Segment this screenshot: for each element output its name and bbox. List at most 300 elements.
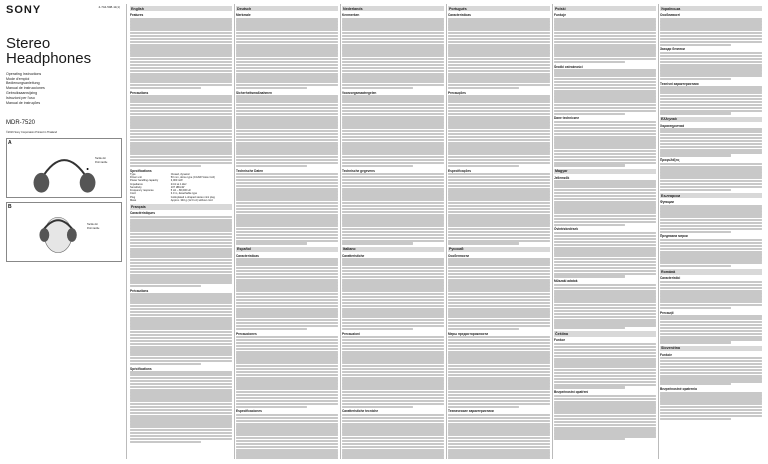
body-text-line [554, 198, 656, 200]
body-text-line [342, 104, 444, 106]
body-text-line [342, 293, 444, 295]
body-text-line [448, 165, 519, 167]
body-text-line [342, 185, 444, 187]
section-heading: Merkmale [236, 12, 251, 17]
body-text-line [342, 371, 444, 373]
body-text-line [236, 417, 338, 419]
body-text-line [236, 342, 338, 344]
body-text-line [554, 41, 656, 43]
body-text-line [554, 218, 656, 220]
body-text-line [660, 304, 762, 306]
body-text-line [236, 368, 338, 370]
body-text-line [448, 325, 550, 327]
section-heading: Funkce [554, 338, 566, 343]
body-text-line [130, 233, 232, 235]
language-heading: Português [448, 6, 550, 11]
body-text-line [660, 146, 762, 148]
body-text-line [448, 35, 550, 37]
spec-value: 50 mm, dome type (CCAW Voice Coil) [170, 176, 215, 180]
body-text-line [236, 437, 338, 439]
body-text-line [236, 136, 338, 138]
body-text-line [130, 308, 232, 310]
body-text-line [342, 41, 444, 43]
body-text-line [130, 380, 232, 382]
body-text-line [554, 87, 656, 89]
body-text-line [236, 107, 338, 109]
body-text-line [130, 41, 232, 43]
body-text-line [448, 296, 550, 298]
body-text-line [236, 205, 338, 207]
body-text-line [236, 365, 338, 367]
body-text-line [130, 242, 232, 244]
body-text-line [130, 35, 232, 37]
body-text-line [660, 287, 762, 289]
body-text-line [448, 365, 550, 367]
body-text-line [448, 348, 550, 350]
body-text-line [130, 271, 232, 273]
body-text-line [448, 322, 550, 324]
body-text-line [130, 67, 232, 69]
body-text-line [130, 32, 232, 34]
body-text-line [236, 371, 338, 373]
body-text-line [660, 341, 731, 343]
spec-value: Approx. 340 g (12.0 oz) without cord [170, 198, 213, 202]
text-column [342, 4, 444, 459]
body-text-line [554, 159, 656, 161]
section-heading: Jellemzők [554, 175, 570, 180]
body-text-line [236, 67, 338, 69]
body-text-line [342, 276, 444, 278]
body-text-line [660, 140, 762, 142]
body-text-line [448, 130, 550, 132]
body-text-line [554, 133, 656, 135]
body-text-line [660, 265, 731, 267]
body-text-line [660, 41, 762, 43]
body-text-line [236, 87, 307, 89]
body-text-line [554, 215, 656, 217]
manual-language-item: Operating Instructions [6, 71, 42, 76]
body-text-line [130, 162, 232, 164]
body-text-line [660, 104, 762, 106]
body-text-line [660, 32, 762, 34]
body-text-line [554, 78, 656, 80]
body-text-line [130, 61, 232, 63]
body-text-line [342, 267, 444, 269]
body-text-line [554, 418, 656, 420]
section-heading: Technische Daten [236, 168, 264, 173]
body-text-line [448, 400, 550, 402]
section-heading: Заходи безпеки [660, 47, 685, 52]
body-text-line [236, 176, 338, 178]
section-heading: Precauzioni [342, 331, 360, 336]
body-text-line [554, 244, 656, 246]
body-text-line [342, 403, 444, 405]
body-text-line [660, 180, 762, 182]
body-text-line [342, 345, 444, 347]
body-text-line [554, 343, 656, 345]
body-text-line [660, 363, 762, 365]
body-text-line [236, 234, 338, 236]
body-text-line [130, 38, 232, 40]
body-text-line [554, 267, 656, 269]
body-text-line [236, 179, 338, 181]
body-text-line [236, 242, 307, 244]
spec-key: Cord [130, 192, 136, 196]
body-text-line [554, 113, 625, 115]
body-text-line [660, 78, 731, 80]
body-text-line [342, 391, 444, 393]
body-text-line [448, 391, 550, 393]
body-text-line [236, 38, 338, 40]
body-text-line [554, 287, 656, 289]
body-text-line [342, 113, 444, 115]
body-text-line [342, 302, 444, 304]
body-text-line [660, 222, 762, 224]
body-text-line [554, 415, 656, 417]
body-text-line [448, 440, 550, 442]
body-text-line [342, 87, 413, 89]
body-text-line [660, 35, 762, 37]
body-text-line [448, 136, 550, 138]
body-text-line [342, 368, 444, 370]
body-text-line [342, 162, 444, 164]
section-heading: Especificações [448, 168, 472, 173]
body-text-line [342, 208, 444, 210]
body-text-line [448, 328, 519, 330]
body-text-line [342, 299, 444, 301]
body-text-line [130, 412, 232, 414]
body-text-line [236, 231, 338, 233]
body-text-line [448, 276, 550, 278]
body-text-line [342, 58, 444, 60]
body-text-line [448, 443, 550, 445]
body-text-line [342, 179, 444, 181]
spec-key: Power handling capacity [130, 179, 159, 183]
language-heading: Deutsch [236, 6, 338, 11]
figure-b-letter: B [8, 204, 12, 211]
body-text-line [660, 61, 762, 63]
body-text-line [660, 231, 731, 233]
body-text-line [448, 457, 550, 459]
body-text-line [236, 211, 338, 213]
text-column [448, 4, 550, 459]
body-text-line [554, 124, 656, 126]
body-text-line [448, 205, 550, 207]
body-text-line [342, 417, 444, 419]
body-text-line [554, 310, 656, 312]
section-heading: Bezpečnostné opatrenia [660, 386, 697, 391]
body-text-line [342, 32, 444, 34]
body-text-line [342, 446, 444, 448]
body-text-line [236, 70, 338, 72]
body-text-line [554, 327, 625, 329]
body-text-line [660, 44, 731, 46]
spec-value: 5 Hz – 80,000 Hz [170, 189, 191, 193]
body-text-line [342, 406, 413, 408]
manual-language-item: Istruzioni per l'uso [6, 95, 35, 100]
body-text-line [342, 420, 444, 422]
body-text-line [554, 381, 656, 383]
body-text-line [130, 107, 232, 109]
body-text-line [130, 340, 232, 342]
body-text-line [130, 383, 232, 385]
body-text-line [660, 418, 731, 420]
body-text-line [130, 305, 232, 307]
body-text-line [554, 264, 656, 266]
body-text-line [448, 185, 550, 187]
body-text-line [448, 374, 550, 376]
body-text-line [554, 424, 656, 426]
section-heading: Features [130, 12, 144, 17]
body-text-line [342, 156, 444, 158]
body-text-line [236, 61, 338, 63]
body-text-line [554, 261, 656, 263]
body-text-line [660, 406, 762, 408]
body-text-line [236, 420, 338, 422]
body-text-line [130, 262, 232, 264]
body-text-line [660, 186, 762, 188]
manual-language-item: Manual de instruções [6, 100, 41, 105]
body-text-line [554, 346, 656, 348]
language-heading: Українська [660, 6, 762, 11]
body-text-line [448, 420, 550, 422]
figure-b [6, 202, 122, 262]
body-text-line [236, 208, 338, 210]
body-text-line [448, 267, 550, 269]
body-text-line [448, 70, 550, 72]
text-column [554, 4, 656, 459]
body-text-line [554, 192, 656, 194]
body-text-line [448, 437, 550, 439]
body-text-line [236, 228, 338, 230]
body-text-line [130, 406, 232, 408]
body-text-line [236, 130, 338, 132]
language-heading: Nederlands [342, 6, 444, 11]
text-column [130, 4, 232, 459]
spec-value: Closed, dynamic [170, 173, 190, 177]
body-text-line [660, 242, 762, 244]
body-text-line [554, 307, 656, 309]
head-wearing-illustration [7, 203, 121, 261]
body-text-line [236, 273, 338, 275]
body-text-line [448, 159, 550, 161]
body-text-line [342, 182, 444, 184]
body-text-line [342, 38, 444, 40]
spec-key: Impedance [130, 182, 143, 186]
language-heading: Polski [554, 6, 656, 11]
body-text-line [342, 270, 444, 272]
body-text-line [342, 67, 444, 69]
body-text-line [554, 395, 656, 397]
body-text-line [660, 245, 762, 247]
body-text-line [342, 394, 444, 396]
body-text-line [130, 314, 232, 316]
body-text-line [448, 113, 550, 115]
figure-a-label: Tactile dot [95, 157, 106, 161]
figure-a [6, 138, 122, 198]
body-text-line [236, 58, 338, 60]
spec-value: 3.0 m, detachable type [170, 192, 198, 196]
body-text-line [448, 234, 550, 236]
manual-language-list [6, 72, 122, 106]
body-text-line [448, 270, 550, 272]
body-text-line [342, 35, 444, 37]
body-text-line [130, 429, 232, 431]
body-text-line [448, 305, 550, 307]
body-text-line [660, 183, 762, 185]
section-heading: Voorzorgsmaatregelen [342, 90, 377, 95]
body-text-line [342, 211, 444, 213]
manual-language-item: Manual de instrucciones [6, 86, 45, 91]
body-text-line [236, 165, 307, 167]
body-text-line [448, 32, 550, 34]
body-text-line [236, 305, 338, 307]
body-text-line [554, 81, 656, 83]
body-text-line [342, 414, 444, 416]
body-text-line [130, 130, 232, 132]
spec-key: Type [130, 173, 136, 177]
section-heading: Technische gegevens [342, 168, 375, 173]
body-text-line [342, 237, 444, 239]
section-heading: Specifications [130, 168, 152, 173]
section-heading: Precauţii [660, 310, 674, 315]
spec-key: Mass [130, 198, 137, 202]
body-text-line [236, 202, 338, 204]
model-number: MDR-7520 [6, 119, 36, 126]
body-text-line [342, 348, 444, 350]
body-text-line [342, 130, 444, 132]
section-heading: Προφυλάξεις [660, 158, 680, 163]
spec-key: Driver unit [130, 176, 142, 180]
language-heading: Italiano [342, 247, 444, 252]
body-text-line [448, 176, 550, 178]
body-text-line [130, 409, 232, 411]
body-text-line [660, 248, 762, 250]
body-text-line [236, 35, 338, 37]
body-text-line [660, 38, 762, 40]
body-text-line [660, 412, 762, 414]
body-text-line [554, 235, 656, 237]
section-heading: Χαρακτηριστικά [660, 123, 685, 128]
body-text-line [660, 324, 762, 326]
body-text-line [342, 231, 444, 233]
section-heading: Kenmerken [342, 12, 360, 17]
body-text-line [448, 67, 550, 69]
section-heading: Funkcie [660, 352, 673, 357]
body-text-line [554, 127, 656, 129]
body-text-line [130, 438, 232, 440]
body-text-line [448, 182, 550, 184]
body-text-line [342, 374, 444, 376]
body-text-line [554, 110, 656, 112]
body-text-line [342, 443, 444, 445]
body-text-line [448, 58, 550, 60]
language-heading: Français [130, 204, 232, 209]
body-text-line [130, 386, 232, 388]
text-column [660, 4, 762, 459]
body-text-line [554, 372, 656, 374]
body-text-line [236, 159, 338, 161]
body-text-line [660, 154, 731, 156]
body-text-line [660, 189, 731, 191]
body-text-line [660, 284, 762, 286]
body-text-line [554, 107, 656, 109]
body-text-line [554, 352, 656, 354]
body-text-line [130, 216, 232, 218]
body-text-line [660, 225, 762, 227]
body-text-line [342, 205, 444, 207]
body-text-line [660, 143, 762, 145]
body-text-line [448, 208, 550, 210]
body-text-line [236, 414, 338, 416]
body-text-line [554, 221, 656, 223]
body-text-line [448, 394, 550, 396]
body-text-line [660, 101, 762, 103]
body-text-line [130, 245, 232, 247]
body-text-line [448, 41, 550, 43]
body-text-line [448, 339, 550, 341]
body-text-line [236, 374, 338, 376]
body-text-line [130, 441, 201, 443]
body-text-line [130, 159, 232, 161]
body-text-line [236, 113, 338, 115]
body-text-line [130, 432, 232, 434]
body-text-line [236, 267, 338, 269]
body-text-line [554, 150, 656, 152]
body-text-line [448, 273, 550, 275]
body-text-line [342, 64, 444, 66]
body-text-line [448, 202, 550, 204]
body-text-line [130, 377, 232, 379]
body-text-line [554, 349, 656, 351]
manual-language-item: Bedienungsanleitung [6, 81, 40, 86]
body-text-line [554, 398, 656, 400]
body-text-line [660, 52, 762, 54]
body-text-line [236, 110, 338, 112]
body-text-line [448, 38, 550, 40]
body-text-line [236, 293, 338, 295]
body-text-line [342, 325, 444, 327]
body-text-line [236, 41, 338, 43]
body-text-line [342, 365, 444, 367]
manual-language-item: Mode d'emploi [6, 76, 30, 81]
body-text-line [236, 139, 338, 141]
section-heading: Dane techniczne [554, 116, 580, 121]
body-text-line [236, 394, 338, 396]
body-text-line [130, 331, 232, 333]
body-text-line [342, 202, 444, 204]
body-text-line [130, 104, 232, 106]
body-text-line [554, 304, 656, 306]
body-text-line [448, 242, 519, 244]
body-text-line [236, 325, 338, 327]
body-text-line [448, 414, 550, 416]
body-text-line [660, 366, 762, 368]
spec-key: Frequency response [130, 189, 154, 193]
spec-value: 3,000 mW [170, 179, 183, 183]
body-text-line [236, 64, 338, 66]
body-text-line [130, 311, 232, 313]
body-text-line [342, 133, 444, 135]
body-text-line [130, 165, 201, 167]
body-text-line [554, 375, 656, 377]
body-text-line [342, 176, 444, 178]
body-text-line [342, 159, 444, 161]
body-text-line [342, 139, 444, 141]
body-text-line [236, 348, 338, 350]
body-text-line [130, 337, 232, 339]
language-heading: Čeština [554, 331, 656, 336]
